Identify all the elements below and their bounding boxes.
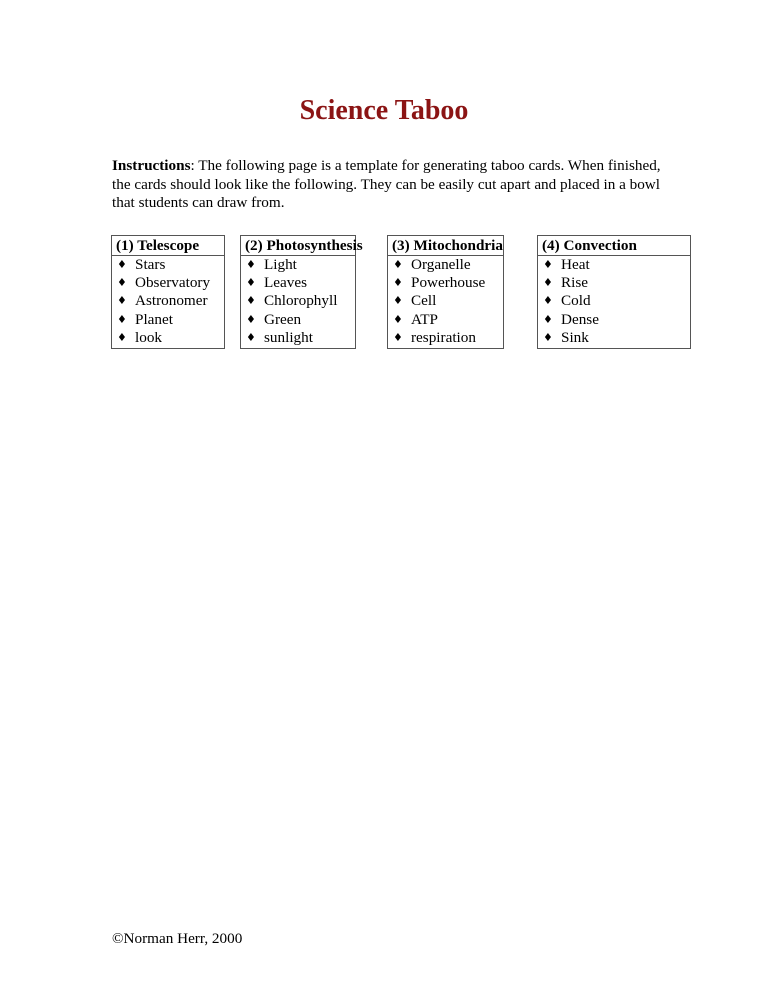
diamond-bullet-icon: ♦ xyxy=(543,312,553,326)
taboo-word xyxy=(388,256,503,274)
taboo-word xyxy=(112,274,224,292)
taboo-word-list xyxy=(388,256,503,348)
taboo-word xyxy=(388,329,503,347)
taboo-word-text: Leaves xyxy=(264,274,308,292)
taboo-card-convection xyxy=(537,235,691,349)
card-header: (2) Photosynthesis xyxy=(241,236,355,256)
taboo-word xyxy=(112,256,224,274)
taboo-word xyxy=(388,311,503,329)
copyright-footer: ©Norman Herr, 2000 xyxy=(112,930,243,947)
diamond-bullet-icon: ♦ xyxy=(117,330,127,344)
taboo-word xyxy=(388,292,503,310)
diamond-bullet-icon: ♦ xyxy=(393,294,403,308)
taboo-word xyxy=(241,274,355,292)
taboo-word xyxy=(388,274,503,292)
taboo-word xyxy=(112,329,224,347)
taboo-card-mitochondria xyxy=(387,235,504,349)
taboo-word xyxy=(241,311,355,329)
diamond-bullet-icon: ♦ xyxy=(543,276,553,290)
diamond-bullet-icon: ♦ xyxy=(543,258,553,271)
taboo-word xyxy=(538,329,690,347)
card-header: (3) Mitochondria xyxy=(388,236,503,256)
instructions-label: Instructions xyxy=(112,157,191,174)
diamond-bullet-icon: ♦ xyxy=(117,258,127,271)
diamond-bullet-icon: ♦ xyxy=(543,330,553,344)
taboo-word-text: Planet xyxy=(135,310,173,328)
taboo-word xyxy=(112,292,224,310)
taboo-word-text: Green xyxy=(264,310,302,328)
diamond-bullet-icon: ♦ xyxy=(393,330,403,344)
taboo-word xyxy=(112,311,224,329)
diamond-bullet-icon: ♦ xyxy=(117,312,127,326)
taboo-word-text: Organelle xyxy=(411,256,471,273)
taboo-word xyxy=(241,256,355,274)
taboo-word-text: look xyxy=(135,328,163,346)
taboo-card-telescope xyxy=(111,235,225,349)
diamond-bullet-icon: ♦ xyxy=(117,276,127,290)
taboo-word-text: Heat xyxy=(561,256,590,273)
taboo-word-list xyxy=(112,256,224,348)
card-header: (1) Telescope xyxy=(112,236,224,256)
taboo-word xyxy=(538,256,690,274)
taboo-word-text: Rise xyxy=(561,274,589,292)
taboo-word xyxy=(241,329,355,347)
diamond-bullet-icon: ♦ xyxy=(246,258,256,271)
instructions-paragraph xyxy=(112,157,672,213)
instructions-text: : The following page is a template for generating taboo cards. When finished, the cards should look like the following. They can be easily cut apart and placed in a bowl that students can draw from. xyxy=(112,157,661,211)
taboo-word xyxy=(241,292,355,310)
taboo-word xyxy=(538,311,690,329)
diamond-bullet-icon: ♦ xyxy=(246,312,256,326)
diamond-bullet-icon: ♦ xyxy=(117,294,127,308)
taboo-word-text: Observatory xyxy=(135,274,211,292)
taboo-word-text: respiration xyxy=(411,328,476,346)
taboo-word xyxy=(538,292,690,310)
taboo-word-text: Cell xyxy=(411,292,437,310)
diamond-bullet-icon: ♦ xyxy=(393,276,403,290)
taboo-card-photosynthesis xyxy=(240,235,363,349)
diamond-bullet-icon: ♦ xyxy=(543,294,553,308)
taboo-word-text: Astronomer xyxy=(135,292,208,310)
diamond-bullet-icon: ♦ xyxy=(246,330,256,344)
taboo-word-text: sunlight xyxy=(264,328,313,346)
diamond-bullet-icon: ♦ xyxy=(393,312,403,326)
taboo-word-list xyxy=(538,256,690,348)
diamond-bullet-icon: ♦ xyxy=(246,294,256,308)
taboo-word-text: Sink xyxy=(561,328,589,346)
diamond-bullet-icon: ♦ xyxy=(393,258,403,271)
taboo-word-text: Powerhouse xyxy=(411,274,486,292)
taboo-word-text: Dense xyxy=(561,310,599,328)
taboo-word-text: Chlorophyll xyxy=(264,292,338,310)
page-title: Science Taboo xyxy=(299,95,469,126)
taboo-word-list xyxy=(241,256,355,348)
taboo-word xyxy=(538,274,690,292)
diamond-bullet-icon: ♦ xyxy=(246,276,256,290)
taboo-word-text: ATP xyxy=(411,310,439,328)
taboo-word-text: Stars xyxy=(135,256,166,273)
card-header: (4) Convection xyxy=(538,236,690,256)
taboo-word-text: Cold xyxy=(561,292,591,310)
taboo-word-text: Light xyxy=(264,256,297,273)
